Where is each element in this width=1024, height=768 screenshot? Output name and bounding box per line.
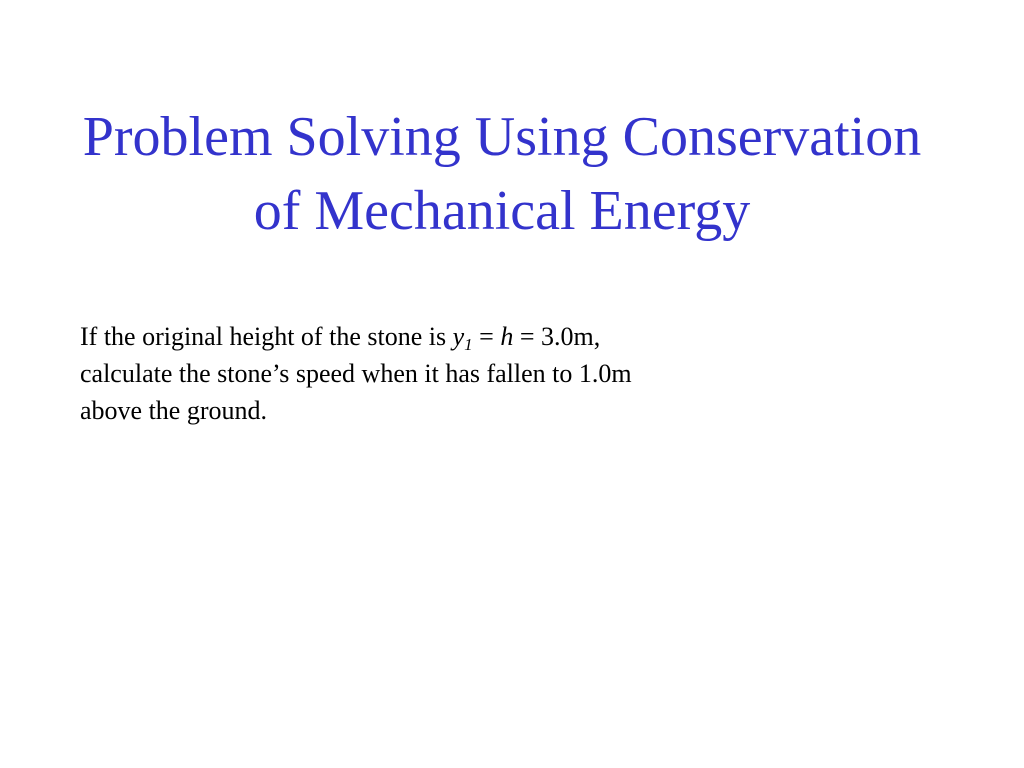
slide-title xyxy=(0,100,1004,248)
problem-line-1-prefix: If the original height of the stone is xyxy=(80,322,453,351)
equals-sign: = xyxy=(472,322,501,351)
slide-title-line-2: of Mechanical Energy xyxy=(253,180,751,242)
problem-line-1 xyxy=(80,318,840,355)
variable-y-subscript: 1 xyxy=(464,335,473,354)
problem-line-2: calculate the stone’s speed when it has fallen to 1.0m xyxy=(80,359,632,388)
variable-y: y xyxy=(452,322,465,351)
problem-statement xyxy=(80,318,840,429)
slide-title-line-1: Problem Solving Using Conservation xyxy=(82,106,922,168)
variable-h: h xyxy=(500,322,514,351)
problem-line-3: above the ground. xyxy=(80,396,268,425)
problem-line-1-suffix: = 3.0m, xyxy=(513,322,601,351)
